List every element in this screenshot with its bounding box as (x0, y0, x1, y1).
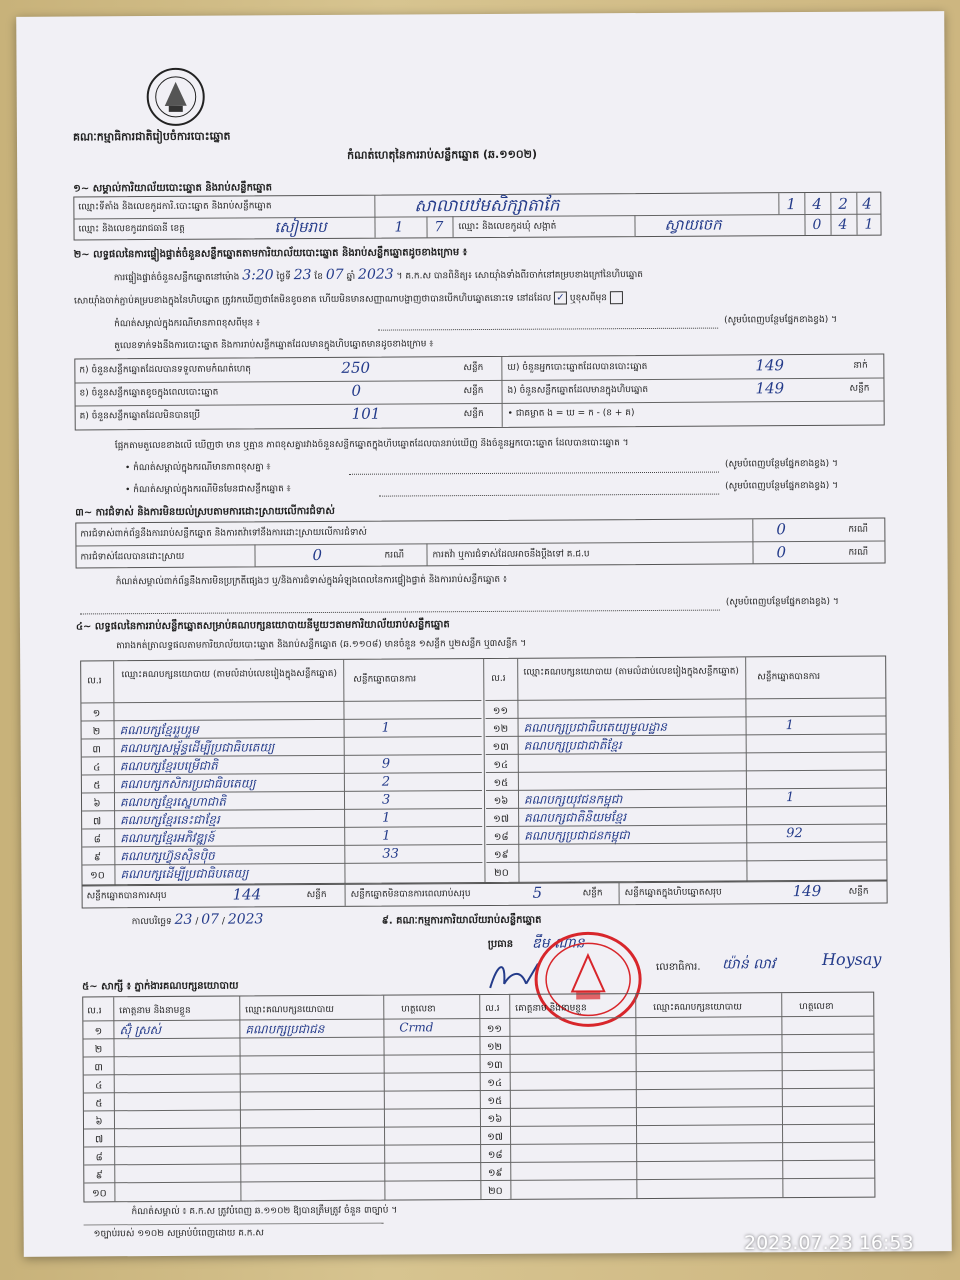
check-line-1 (114, 267, 643, 284)
footnote: កំណត់សម្គាល់ ៖ គ.ក.ស ត្រូវបំពេញ ឆ.១១០២ ឱ្យបានត្រឹមត្រូវ ចំនួន ៣ច្បាប់ ។ (131, 1205, 398, 1218)
witness-row-number: ១៤ (487, 1077, 503, 1089)
objection-note-line (80, 609, 720, 615)
results-row-number: ១៤ (493, 759, 509, 771)
stat-e-unit: សន្លឹក (849, 383, 870, 394)
station-value: សាលាបឋមសិក្សាតាកែ (414, 195, 560, 217)
results-col-party-left: ឈ្មោះគណបក្សនយោបាយ (តាមលំដាប់លេខរៀងក្នុងសន្លឹកឆ្នោត) (121, 668, 337, 681)
changed-checkbox[interactable] (610, 291, 623, 304)
stat-c-label: គ) ចំនួនសន្លឹកឆ្នោតដែលមិនបានប្រើ (79, 410, 201, 422)
results-row-number: ៣ (92, 744, 101, 756)
form-reference: ១ច្បាប់របស់ ១១០២ សម្រាប់បំពេញដោយ គ.ក.ស (93, 1228, 264, 1240)
total-invalid-unit: សន្លឹក (582, 888, 603, 899)
results-row-divider (486, 716, 886, 719)
witness-row-number: ៥ (95, 1098, 103, 1110)
results-row-votes: 33 (382, 846, 399, 862)
stat-a-label: ក) ចំនួនសន្លឹកឆ្នោតដែលបានទទួលតាមកំណត់ហេតុ (79, 364, 252, 376)
results-col-votes-right: សន្លឹកឆ្នោតបានការ (757, 671, 821, 683)
check-line-post: ។ គ.ក.ស បានពិនិត្យ៖ សោយ៉ាំងទាំងពីរចាក់នៅគម្របខាងក្រៅនៃហិបឆ្នោត (396, 270, 644, 282)
objection-3-value: 0 (776, 543, 787, 562)
total-invalid-value: 5 (532, 883, 543, 902)
results-row-number: ២ (92, 726, 101, 738)
objection-1-unit: ករណី (848, 524, 868, 535)
stat-formula: • ជាគម្លាត ង = ឃ = ក - (ខ + គ) (507, 408, 635, 419)
form-title: កំណត់ហេតុនៃការរាប់សន្លឹកឆ្នោត (ឆ.១១០២) (347, 147, 538, 162)
objection-2-value: 0 (312, 545, 323, 565)
witness-row-sign: Crmd (399, 1020, 434, 1035)
results-row-party: គណបក្សប្រជាធិបតេយ្យមូលដ្ឋាន (523, 719, 668, 735)
diff-line: ផ្អែកតាមតួលេខខាងលើ ឃើញថា មាន ឬគ្មាន ភាពខុសគ្នារវាងចំនួនសន្លឹកឆ្នោតក្នុងហិបឆ្នោតដែលបានរាប់ឃើញ និងចំនួនអ្នកបោះឆ្នោត ដែលបានបោះឆ្នោត ។ (114, 438, 629, 452)
witness-row-number: ១១ (486, 1023, 503, 1035)
results-row-divider (485, 698, 885, 701)
secretary-name: យ៉ាន់ លាវ (721, 956, 776, 973)
station-code-2: 4 (812, 194, 822, 213)
witness-row-number: ១៣ (486, 1059, 503, 1071)
province-label: ឈ្មោះ និងលេខកូដរាជធានី ខេត្ត (78, 223, 185, 235)
stat-e-value: 149 (755, 379, 785, 398)
results-row-number: ៥ (93, 780, 101, 792)
stat-a-unit: សន្លឹក (463, 362, 484, 374)
results-row-number: ១៩ (493, 849, 509, 861)
committee-label: ៩. គណៈកម្មការការិយាល័យរាប់សន្លឹកឆ្នោត (381, 914, 542, 927)
stats-intro: តួលេខទាក់ទងនឹងការបោះឆ្នោត និងការរាប់សន្លឹកឆ្នោតដែលមានក្នុងហិបឆ្នោតមានដូចខាងក្រោម ៖ (114, 339, 434, 352)
results-row-party: គណបក្សយុវជនកម្ពុជា (523, 792, 623, 807)
results-row-number: ១៦ (493, 795, 509, 807)
chair-name: ឌឹម ណាន (531, 935, 585, 952)
diff-note-1-line (349, 471, 719, 475)
witness-row-name: ស៊ុំ ស្រស់ (119, 1022, 162, 1038)
results-row-divider (82, 718, 482, 721)
nec-emblem-icon (145, 66, 207, 128)
witness-col-party-right: ឈ្មោះគណបក្សនយោបាយ (653, 1002, 742, 1013)
results-row-divider (486, 788, 886, 791)
results-row-number: ៩ (93, 852, 101, 864)
change-note-continue: (សូមបំពេញបន្ថែមផ្នែកខាងខ្វង) ។ (724, 314, 838, 326)
results-row-number: ៤ (93, 762, 101, 774)
witness-row-number: ១ (94, 1026, 103, 1038)
province-code-2: 7 (434, 219, 444, 236)
objection-1-label: ការជំទាស់ពាក់ព័ន្ធនឹងការរាប់សន្លឹកឆ្នោត និងការតវ៉ាទៅនឹងការដោះស្រាយលើការជំទាស់ (80, 527, 367, 540)
date-label: កាលបរិច្ឆេទ (131, 916, 172, 928)
results-row-party: គណបក្សប្រជាជនកម្ពុជា (524, 828, 630, 843)
commune-value: ស្វាយចេក (664, 215, 722, 234)
results-row-votes: 1 (382, 828, 391, 844)
total-box-label: សន្លឹកឆ្នោតក្នុងហិបឆ្នោតសរុប (624, 887, 722, 899)
witness-col-party-left: ឈ្មោះគណបក្សនយោបាយ (245, 1004, 334, 1016)
results-row-number: ១៣ (492, 741, 509, 753)
witness-row-number: ៤ (95, 1080, 103, 1092)
diff-note-1-continue: (សូមបំពេញបន្ថែមផ្នែកខាងខ្វង) ។ (724, 458, 838, 470)
witness-row-number: ១៧ (487, 1131, 503, 1143)
results-col-no-left: ល.រ (87, 676, 102, 687)
stat-b-unit: សន្លឹក (463, 385, 484, 397)
changed-label: ឬខុសពីមុន (569, 293, 608, 304)
results-table (80, 656, 887, 887)
change-note-label: កំណត់សម្គាល់ក្នុងករណីមានភាពខុសពីមុន ៖ (114, 318, 261, 330)
results-row-number: ៧ (92, 816, 102, 828)
results-row-number: ១៥ (493, 777, 509, 789)
witness-col-name-left: គោត្តនាម និងនាមខ្លួន (119, 1005, 191, 1017)
results-row-votes: 1 (785, 790, 795, 806)
objection-2-unit: ករណី (384, 550, 405, 561)
month-label: ខែ (314, 271, 324, 283)
results-row-party: គណបក្សសម្ព័ន្ធដើម្បីប្រជាធិបតេយ្យ (119, 740, 275, 756)
stats-table (74, 354, 884, 431)
total-valid-label: សន្លឹកឆ្នោតបានការសរុប (86, 890, 167, 902)
commune-code-3: 1 (864, 216, 874, 233)
results-row-party: គណបក្សប្រជាជាតិខ្មែរ (523, 738, 622, 753)
results-row-party: គណបក្សខ្មែរនេះជាខ្មែរ (120, 812, 220, 828)
total-valid-value: 144 (232, 885, 262, 904)
results-row-party: គណបក្សខ្មែរបម្រើជាតិ (119, 758, 218, 774)
results-row-votes: 3 (381, 792, 391, 808)
stat-d-value: 149 (755, 356, 785, 375)
province-code-1: 1 (394, 219, 404, 236)
section4-intro: តារាងកត់ត្រាលទ្ធផលតាមការិយាល័យបោះឆ្នោត និងរាប់សន្លឹកឆ្នោត (ឆ.១១០៨) មានចំនួន ១សន្លឹក ឬ២សន្លឹក ឬ៣សន្លឹក ។ (116, 638, 527, 652)
footer-divider (84, 1223, 384, 1226)
secretary-label: លេខាធិការ. (656, 961, 701, 973)
station-table (73, 192, 881, 241)
date-year: 2023 (227, 911, 264, 928)
station-code-4: 4 (862, 194, 872, 213)
station-label: ឈ្មោះទីតាំង និងលេខកូដការិ.បោះឆ្នោត និងរាប់សន្លឹកឆ្នោត (78, 201, 272, 213)
stat-e-label: ង) ចំនួនសន្លឹកឆ្នោតដែលមានក្នុងហិបឆ្នោត (507, 384, 649, 396)
witness-row-number: ៣ (94, 1062, 103, 1074)
date-day: 23 (174, 911, 193, 928)
section1-title: ១~ សម្គាល់ការិយាល័យបោះឆ្នោត និងរាប់សន្លឹកឆ្នោត (73, 182, 273, 195)
objection-note-continue: (សូមបំពេញបន្ថែមផ្នែកខាងខ្វង) ។ (725, 596, 839, 608)
witness-row-number: ១៦ (487, 1113, 503, 1125)
witness-row-number: ៩ (95, 1170, 103, 1182)
objection-1-value: 0 (776, 520, 786, 539)
results-col-party-right: ឈ្មោះគណបក្សនយោបាយ (តាមលំដាប់លេខរៀងក្នុងសន្លឹកឆ្នោត) (523, 666, 739, 678)
results-row-number: ៦ (93, 798, 101, 810)
stat-a-value: 250 (341, 358, 371, 377)
section5-title: ៥~ សាក្សី ៖ ភ្នាក់ងារគណបក្សនយោបាយ (82, 980, 239, 993)
station-code-1: 1 (786, 195, 796, 214)
check-line-pre: ការផ្ទៀងផ្ទាត់ចំនួនសន្លឹកឆ្នោតនៅម៉ោង (113, 272, 240, 284)
witness-col-name-right: គោត្តនាម និងនាមខ្លួន (515, 1003, 587, 1014)
province-value: សៀមរាប (274, 217, 327, 237)
total-invalid-label: សន្លឹកឆ្នោតមិនបានការពេលរាប់សរុប (350, 889, 471, 900)
witness-row-number: ១៨ (487, 1149, 503, 1161)
results-row-number: ២០ (494, 867, 509, 879)
witness-table (82, 992, 875, 1203)
results-row-party: គណបក្សដើម្បីប្រជាធិបតេយ្យ (120, 866, 249, 882)
check-time: 3:20 (242, 267, 274, 284)
results-row-party: គណបក្សខ្មែររួបរួម (119, 722, 199, 738)
results-row-divider (486, 770, 886, 773)
stat-b-label: ខ) ចំនួនសន្លឹកឆ្នោតខូចក្នុងពេលបោះឆ្នោត (79, 387, 219, 399)
day-label: ថ្ងៃទី (276, 272, 291, 283)
witness-row-number: ១៩ (487, 1167, 503, 1179)
total-box-unit: សន្លឹក (848, 886, 869, 897)
diff-note-2-continue: (សូមបំពេញបន្ថែមផ្នែកខាងខ្វង) ។ (725, 480, 839, 492)
section2-title: ២~ លទ្ធផលនៃការផ្ទៀងផ្ទាត់ចំនួនសន្លឹកឆ្នោតតាមការិយាល័យបោះឆ្នោត និងរាប់សន្លឹកឆ្នោតដូចខាងក្រោម ៖ (73, 247, 468, 261)
witness-row-number: ២០ (488, 1185, 503, 1197)
results-col-no-right: ល.រ (491, 673, 506, 684)
stat-d-unit: នាក់ (853, 360, 868, 371)
witness-row-number: ១០ (92, 1188, 107, 1200)
commune-label: ឈ្មោះ និងលេខកូដឃុំ សង្កាត់ (458, 221, 557, 233)
results-row-votes: 1 (785, 718, 794, 734)
date-month: 07 (201, 911, 220, 928)
results-row-votes: 2 (381, 774, 391, 790)
election-form-paper (16, 11, 952, 1257)
change-note-line (378, 327, 718, 331)
witness-row-number: ៨ (95, 1152, 103, 1164)
results-row-number: ១ (92, 708, 101, 720)
objection-note: កំណត់សម្គាល់ពាក់ព័ន្ធនឹងការមិនប្រក្រតីផ្សេងៗ ឬ/និងការជំទាស់ក្នុងអំឡុងពេលនៃការផ្ទៀងផ្ទាត់ និងការរាប់សន្លឹកឆ្នោត ៖ (115, 574, 507, 588)
objection-3-label: ការតវ៉ា ឬការជំទាស់ដែលអាចនឹងប្តឹងទៅ គ.ជ.ប (432, 549, 590, 561)
results-row-party: គណបក្សជាតិនិយមខ្មែរ (524, 810, 627, 825)
results-row-party: គណបក្សកសិករប្រជាធិបតេយ្យ (119, 776, 256, 792)
stat-c-value: 101 (351, 404, 381, 423)
witness-row-number: ១៥ (487, 1095, 503, 1107)
results-row-party: គណបក្សខ្មែរអភិវឌ្ឍន៍ (120, 830, 215, 846)
witness-row-number: ១២ (486, 1041, 503, 1053)
diff-note-1: • កំណត់សម្គាល់ក្នុងករណីមានភាពខុសគ្នា ៖ (124, 462, 271, 474)
results-row-party: គណបក្សខ្មែរស្នេហាជាតិ (119, 794, 226, 810)
objection-2-label: ការជំទាស់ដែលបានដោះស្រាយ (80, 551, 185, 563)
objection-table (75, 518, 885, 569)
diff-note-2: • កំណត់សម្គាល់ក្នុងករណីមិនមែនជាសន្លឹកឆ្នោត ៖ (125, 484, 291, 496)
stat-c-unit: សន្លឹក (463, 408, 484, 420)
date-line: កាលបរិច្ឆេទ 23 / 07 / 2023 (131, 911, 264, 928)
total-box-value: 149 (792, 881, 822, 901)
station-code-3: 2 (838, 194, 848, 213)
section3-title: ៣~ ការជំទាស់ និងការមិនយល់ស្របតាមការដោះស្រាយលើការជំទាស់ (75, 505, 335, 519)
witness-row-number: ៧ (94, 1134, 104, 1146)
stat-d-label: ឃ) ចំនួនអ្នកបោះឆ្នោតដែលបានបោះឆ្នោត (507, 361, 648, 373)
witness-col-sign-right: ហត្ថលេខា (799, 1001, 834, 1013)
results-row-number: ១៨ (493, 831, 509, 843)
year-label: ឆ្នាំ (346, 271, 356, 282)
results-row-divider (81, 700, 481, 703)
chair-label: ប្រធាន (487, 938, 514, 950)
check-line-2 (74, 291, 623, 307)
witness-col-no-right: ល.រ (485, 1003, 500, 1014)
stat-b-value: 0 (351, 381, 362, 400)
unchanged-checkbox[interactable] (554, 291, 567, 304)
total-valid-unit: សន្លឹក (306, 889, 327, 901)
totals-row (82, 880, 888, 909)
results-row-number: ១៧ (493, 813, 510, 825)
commune-code-1: 0 (812, 216, 822, 233)
check-month: 07 (325, 266, 344, 283)
photo-timestamp: 2023.07.23 16:53 (744, 1232, 914, 1254)
section4-title: ៤~ លទ្ធផលនៃការរាប់សន្លឹកឆ្នោតសម្រាប់គណបក្សនយោបាយនីមួយៗតាមការិយាល័យរាប់សន្លឹកឆ្នោត (75, 619, 450, 633)
witness-col-sign-left: ហត្ថលេខា (401, 1004, 436, 1015)
witness-row-party: គណបក្សប្រជាជន (245, 1021, 325, 1037)
results-row-number: ១០ (90, 870, 105, 882)
results-row-votes: 1 (381, 720, 390, 736)
results-row-number: ១២ (492, 723, 509, 735)
results-col-votes-left: សន្លឹកឆ្នោតបានការ (353, 674, 417, 685)
results-row-party: គណបក្សហ៊្វុនស៊ិនប៉ិច (120, 848, 215, 864)
witness-row-number: ២ (94, 1044, 103, 1056)
objection-3-unit: ករណី (848, 547, 869, 558)
commune-code-2: 4 (838, 216, 848, 233)
witness-row-number: ៦ (95, 1116, 103, 1128)
unchanged-check-mark: ✓ (556, 292, 565, 304)
diff-note-2-line (379, 493, 719, 497)
results-row-votes: 9 (381, 756, 391, 772)
org-name: គណៈកម្មាធិការជាតិរៀបចំការបោះឆ្នោត (72, 129, 231, 144)
results-row-votes: 92 (786, 826, 803, 842)
secretary-signature: Hoysay (821, 949, 882, 969)
results-row-divider (486, 860, 886, 863)
results-row-number: ១១ (492, 705, 509, 717)
results-row-votes: 1 (382, 810, 391, 826)
witness-col-no-left: ល.រ (87, 1006, 102, 1017)
check-line-2-text: សោយ៉ាំងចាក់ភ្ជាប់គម្របខាងក្នុងនៃហិបឆ្នោត ត្រូវរកឃើញថាតែមិនខូចខាត ហើយមិនមានសញ្ញាណាបង្ហាញថាបានបើកហិបឆ្នោតនោះទេ នៅដដែល (73, 293, 552, 307)
check-year: 2023 (357, 266, 394, 283)
check-day: 23 (293, 267, 312, 284)
results-row-number: ៨ (93, 834, 101, 846)
